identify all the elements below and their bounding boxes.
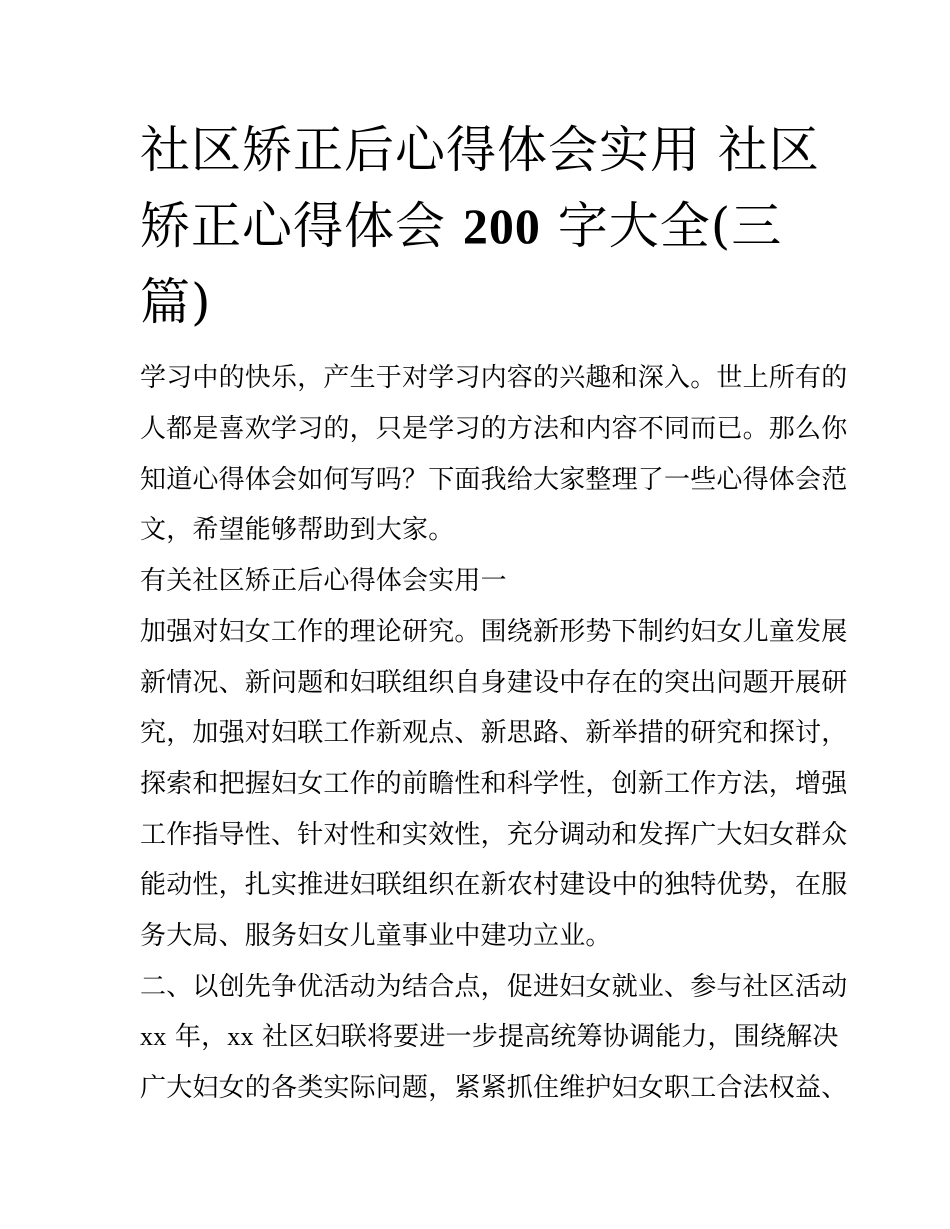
title-text: 矫正心得体会 (140, 197, 463, 255)
document-title-line-1 (140, 122, 820, 178)
title-text: 字大全(三 (540, 197, 783, 255)
year-placeholder: xx (140, 1022, 167, 1051)
paragraph-line: 广大妇女的各类实际问题，紧紧抓住维护妇女职工合法权益、 (140, 1073, 848, 1103)
paragraph-line: 工作指导性、针对性和实效性，充分调动和发挥广大妇女群众 (140, 820, 848, 850)
document-title-line-3 (140, 274, 212, 330)
title-text: 篇) (140, 273, 212, 331)
paragraph-line: 能动性，扎实推进妇联组织在新农村建设中的独特优势，在服 (140, 870, 848, 900)
title-text: 社区矫正后心得体会实用 社区 (140, 121, 820, 179)
community-placeholder: xx (227, 1022, 254, 1051)
paragraph-line: 究，加强对妇联工作新观点、新思路、新举措的研究和探讨， (140, 718, 848, 748)
paragraph-line: 人都是喜欢学习的，只是学习的方法和内容不同而已。那么你 (140, 414, 848, 444)
paragraph-line: 知道心得体会如何写吗？下面我给大家整理了一些心得体会范 (140, 465, 848, 495)
paragraph-line: 文，希望能够帮助到大家。 (140, 515, 455, 545)
document-title-line-2 (140, 198, 782, 254)
paragraph-line: 学习中的快乐，产生于对学习内容的兴趣和深入。世上所有的 (140, 363, 848, 393)
paragraph-line: 探索和把握妇女工作的前瞻性和科学性，创新工作方法，增强 (140, 769, 848, 799)
title-number: 200 (462, 198, 541, 254)
paragraph-line: 二、以创先争优活动为结合点，促进妇女就业、参与社区活动 (140, 972, 848, 1002)
paragraph-line: 加强对妇女工作的理论研究。围绕新形势下制约妇女儿童发展 (140, 617, 848, 647)
inline-text: 年， (166, 1022, 228, 1052)
paragraph-line (140, 1021, 839, 1053)
paragraph-line: 务大局、服务妇女儿童事业中建功立业。 (140, 921, 612, 951)
paragraph-line: 新情况、新问题和妇联组织自身建设中存在的突出问题开展研 (140, 668, 848, 698)
section-heading: 有关社区矫正后心得体会实用一 (140, 566, 507, 596)
inline-text: 社区妇联将要进一步提高统筹协调能力，围绕解决 (253, 1022, 839, 1052)
